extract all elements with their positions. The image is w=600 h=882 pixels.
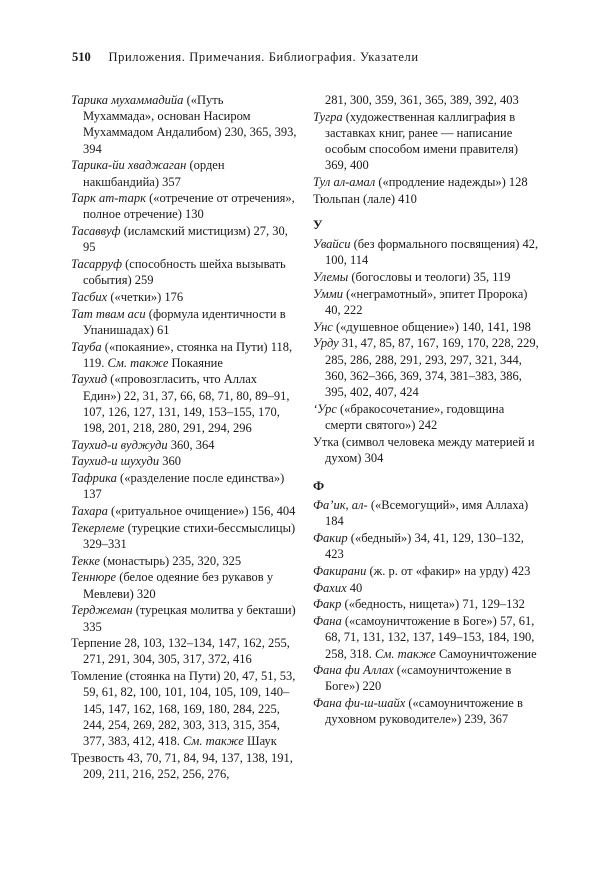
index-term: ʻУрс — [313, 401, 337, 416]
index-term: Тасаввуф — [71, 224, 121, 239]
index-entry — [71, 371, 297, 436]
index-references: («самоуничтожение в духовном руководителе») 239, 367 — [325, 696, 523, 727]
index-entry — [313, 563, 541, 579]
index-term: Факирани — [313, 563, 367, 578]
index-entry — [71, 553, 297, 569]
index-references: («ритуальное очищение») 156, 404 — [107, 504, 296, 519]
index-term: Урду — [313, 336, 339, 351]
index-term: Увайси — [313, 237, 351, 252]
index-entry — [71, 668, 297, 749]
see-also-marker: См. также — [183, 733, 244, 748]
index-entry — [313, 109, 541, 174]
index-term: Текерлеме — [71, 520, 125, 535]
index-term: Тасбих — [71, 289, 108, 304]
index-references: Трезвость 43, 70, 71, 84, 94, 137, 138, 191, 209, 211, 216, 252, 256, 276, — [71, 750, 293, 781]
index-term: Тугра — [313, 109, 343, 124]
index-entry — [71, 602, 297, 634]
see-also-target: Покаяние — [168, 355, 223, 370]
index-term: Унс — [313, 319, 333, 334]
index-term: Фана фи-ш-шайх — [313, 696, 406, 711]
index-entry — [313, 191, 541, 207]
index-references: («отречение от отречения», полное отречение) 130 — [83, 191, 295, 222]
index-references: («бедный») 34, 41, 129, 130–132, 423 — [325, 531, 524, 562]
see-also-target: Шаук — [243, 733, 277, 748]
index-entry — [313, 174, 541, 190]
index-references: (белое одеяние без рукавов у Мевлеви) 320 — [83, 570, 274, 601]
index-term: Тарика-йи хваджаган — [71, 158, 187, 173]
index-term: Тафрика — [71, 471, 117, 486]
index-entry — [71, 289, 297, 305]
index-references: (без формального посвящения) 42, 100, 114 — [325, 237, 539, 268]
index-entry — [313, 269, 541, 285]
index-references: («самоуничтожение в Боге») 220 — [325, 663, 512, 694]
index-term: Тасарруф — [71, 257, 122, 272]
index-references: Терпение 28, 103, 132–134, 147, 162, 255, 271, 291, 304, 305, 317, 372, 416 — [71, 636, 290, 667]
index-term: Текке — [71, 553, 100, 568]
index-entry — [71, 437, 297, 453]
left-column — [71, 92, 297, 783]
index-references: («Всемогущий», имя Аллаха) 184 — [325, 498, 529, 529]
section-letter-u: У — [313, 216, 323, 232]
index-entry — [313, 695, 541, 727]
index-entry — [71, 750, 297, 782]
index-term: Фа’ик, ал- — [313, 498, 368, 513]
index-entry — [313, 319, 541, 335]
index-term: Тарика мухаммадийа — [71, 93, 184, 107]
index-references: («разделение после единства») 137 — [83, 471, 285, 502]
index-references: (художественная каллиграфия в заставках книг, ранее — написание особым способом имени правителя) 369, 400 — [325, 109, 519, 173]
index-term: Факир — [313, 531, 348, 546]
index-term: Улемы — [313, 270, 349, 285]
section-t-continued — [313, 109, 541, 207]
index-entry — [71, 223, 297, 255]
index-entry — [71, 256, 297, 288]
index-references: 40 — [346, 580, 363, 595]
index-entry — [313, 335, 541, 400]
index-references: («душевное общение») 140, 141, 198 — [332, 319, 531, 334]
index-references: 360 — [159, 454, 181, 469]
index-entry — [313, 530, 541, 562]
see-also-marker: См. также — [107, 355, 169, 370]
index-entry — [313, 497, 541, 529]
running-title: Приложения. Примечания. Библиография. Указатели — [108, 50, 419, 64]
section-u — [313, 236, 541, 466]
index-references: (исламский мистицизм) 27, 30, 95 — [83, 224, 288, 255]
index-term: Тарк ат-тарк — [71, 191, 146, 206]
index-entry — [71, 569, 297, 601]
see-also-target: Самоуничтожение — [435, 646, 537, 661]
index-references: («четки») 176 — [107, 289, 184, 304]
index-entry — [313, 286, 541, 318]
index-references: («бракосочетание», годовщина смерти святого») 242 — [325, 401, 505, 432]
index-entry — [313, 662, 541, 694]
index-entry — [71, 190, 297, 222]
index-references: (богословы и теологи) 35, 119 — [348, 270, 511, 285]
index-term: Тахара — [71, 504, 108, 519]
index-term: Факр — [313, 597, 342, 612]
index-term: Таухид-и шухуди — [71, 454, 160, 469]
index-entry — [313, 401, 541, 433]
index-term: Тул ал-амал — [313, 175, 376, 190]
index-term: Фахих — [313, 580, 347, 595]
index-references: Утка (символ человека между материей и духом) 304 — [313, 434, 535, 465]
index-references: («бедность, нищета») 71, 129–132 — [341, 597, 525, 612]
index-references: («Путь Мухаммада», основан Насиром Мухаммадом Андалибом) 230, 365, 393, 394 — [83, 93, 297, 156]
index-entry — [313, 434, 541, 466]
section-letter-f: Ф — [313, 477, 325, 493]
index-term: Тауба — [71, 339, 102, 354]
index-entry — [313, 236, 541, 268]
index-entry — [71, 503, 297, 519]
index-references: («самоуничтожение в Боге») 57, 61, 68, 71, 131, 132, 137, 149–153, 184, 190, 258, 318. — [325, 614, 535, 661]
index-term: Таухид-и вуджуди — [71, 437, 168, 452]
index-references: Тюльпан (лале) 410 — [313, 191, 417, 206]
index-references: («неграмотный», эпитет Пророка) 40, 222 — [325, 286, 528, 317]
index-term: Умми — [313, 286, 343, 301]
index-references: («продление надежды») 128 — [375, 175, 528, 190]
index-entry — [71, 470, 297, 502]
index-entry — [71, 453, 297, 469]
right-column — [313, 92, 541, 728]
index-references: (монастырь) 235, 320, 325 — [99, 553, 242, 568]
index-references: (формула идентичности в Упанишадах) 61 — [83, 306, 286, 337]
index-entry — [313, 580, 541, 596]
index-entry — [71, 339, 297, 371]
index-entry-continuation: 281, 300, 359, 361, 365, 389, 392, 403 — [325, 93, 519, 107]
section-f — [313, 497, 541, 727]
index-entry — [71, 92, 297, 157]
index-entry — [71, 635, 297, 667]
index-term: Таухид — [71, 372, 108, 387]
index-references: (ж. р. от «факир» на урду) 423 — [366, 563, 531, 578]
index-entry — [71, 157, 297, 189]
index-references: («провозгласить, что Аллах Един») 22, 31, 37, 66, 68, 71, 80, 89–91, 107, 126, 127, 131, 149, 153–155, 170, 198, 201, 218, 280, 291, 294, 296 — [83, 372, 290, 436]
index-term: Терджеман — [71, 603, 133, 618]
see-also-marker: См. также — [375, 646, 436, 661]
index-references: (турецкие стихи-бессмыслицы) 329–331 — [83, 520, 296, 551]
index-term: Фана фи Аллах — [313, 663, 394, 678]
running-header — [72, 50, 542, 72]
index-entry — [313, 613, 541, 662]
index-references: 360, 364 — [167, 437, 215, 452]
index-entry — [313, 596, 541, 612]
index-entry — [71, 306, 297, 338]
index-references: (орден накшбандийа) 357 — [83, 158, 225, 189]
index-references: Томление (стоянка на Пути) 20, 47, 51, 53, 59, 61, 82, 100, 101, 104, 105, 109, 140–145, 147, 162, 168, 169, 180, 284, 225, 244, 254, 269, 282, 303, 313, 315, 354, 377, 383, 412, 418. — [71, 669, 296, 748]
index-references: 31, 47, 85, 87, 167, 169, 170, 228, 229, 285, 286, 288, 291, 293, 297, 321, 344, 360, 362–366, 369, 374, 381–383, 386, 395, 402, 407, 424 — [325, 336, 539, 399]
index-references: (турецкая молитва у бекташи) 335 — [83, 603, 296, 634]
index-term: Фана — [313, 614, 342, 629]
index-entry — [71, 520, 297, 552]
index-references: (способность шейха вызывать события) 259 — [83, 257, 286, 288]
page-number: 510 — [72, 50, 91, 64]
index-references: («покаяние», стоянка на Пути) 118, 119. — [83, 339, 293, 370]
index-term: Теннюре — [71, 570, 117, 585]
index-term: Тат твам аси — [71, 306, 146, 321]
